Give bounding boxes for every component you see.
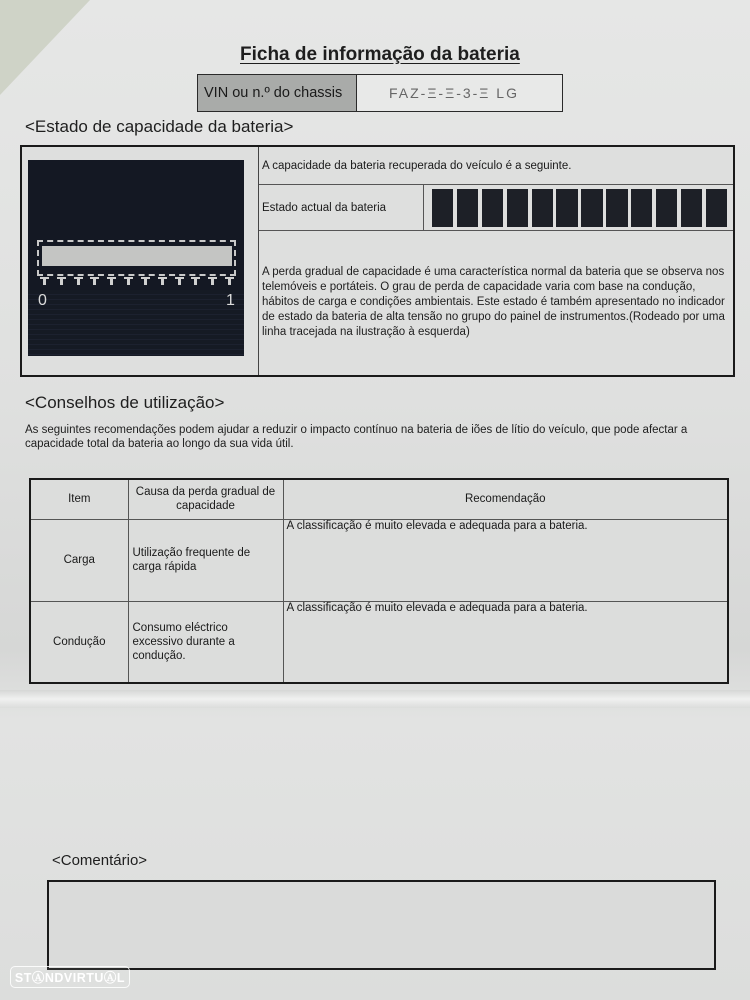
vin-label: VIN ou n.º do chassis bbox=[198, 75, 357, 111]
battery-state-label: Estado actual da bateria bbox=[259, 185, 424, 230]
vin-field bbox=[197, 74, 563, 112]
state-bar bbox=[706, 189, 727, 227]
gauge-max-label: 1 bbox=[226, 292, 235, 309]
paper-fold bbox=[0, 690, 750, 708]
row-cause: Utilização frequente de carga rápida bbox=[128, 519, 283, 601]
gauge-illustration-cell bbox=[22, 147, 259, 375]
table-header-row bbox=[30, 479, 728, 519]
gauge-ticks bbox=[40, 277, 234, 285]
header-cause: Causa da perda gradual de capacidade bbox=[128, 479, 283, 519]
state-bar bbox=[606, 189, 627, 227]
state-bar bbox=[681, 189, 702, 227]
state-bar bbox=[581, 189, 602, 227]
gauge-min-label: 0 bbox=[38, 292, 47, 309]
battery-gauge-illustration bbox=[28, 160, 244, 356]
comment-section-heading: <Comentário> bbox=[52, 852, 148, 869]
state-bar bbox=[656, 189, 677, 227]
state-bar bbox=[457, 189, 478, 227]
capacity-panel bbox=[20, 145, 735, 377]
gauge-capacity-bar bbox=[42, 246, 232, 266]
standvirtual-watermark-logo: STⒶNDVIRTUⒶL bbox=[10, 966, 130, 988]
advice-table bbox=[29, 478, 729, 684]
header-recommendation: Recomendação bbox=[283, 479, 728, 519]
row-recommendation: A classificação é muito elevada e adequada para a bateria. bbox=[283, 519, 728, 601]
capacity-section-heading: <Estado de capacidade da bateria> bbox=[25, 117, 294, 136]
state-bar bbox=[482, 189, 503, 227]
battery-state-bars bbox=[424, 185, 733, 230]
document-title: Ficha de informação da bateria bbox=[240, 44, 520, 65]
table-row bbox=[30, 601, 728, 683]
row-recommendation: A classificação é muito elevada e adequada para a bateria. bbox=[283, 601, 728, 683]
advice-intro: As seguintes recomendações podem ajudar a reduzir o impacto contínuo na bateria de iões de lítio do veículo, que pode afectar a capacidade total da bateria ao longo da sua vida útil. bbox=[25, 424, 688, 450]
row-cause: Consumo eléctrico excessivo durante a condução. bbox=[128, 601, 283, 683]
header-item: Item bbox=[30, 479, 128, 519]
capacity-explanation: A perda gradual de capacidade é uma característica normal da bateria que se observa nos telemóveis e portáteis. O grau de perda de capacidade varia com base na condução, hábitos de carga e condições ambientais. Este estado é também apresentado no indicador de estado da bateria de alta tensão no grupo do painel de instrumentos.(Rodeado por uma linha tracejada na ilustração à esquerda) bbox=[262, 266, 725, 338]
table-row bbox=[30, 519, 728, 601]
row-item: Carga bbox=[30, 519, 128, 601]
state-bar bbox=[507, 189, 528, 227]
state-bar bbox=[532, 189, 553, 227]
state-bar bbox=[631, 189, 652, 227]
comment-box bbox=[47, 880, 716, 970]
state-bar bbox=[556, 189, 577, 227]
vin-value: FAZ-Ξ-Ξ-3-Ξ LG bbox=[357, 75, 562, 111]
row-item: Condução bbox=[30, 601, 128, 683]
battery-state-row bbox=[259, 185, 733, 231]
recovered-capacity-text: A capacidade da bateria recuperada do veículo é a seguinte. bbox=[259, 147, 733, 185]
state-bar bbox=[432, 189, 453, 227]
advice-section-heading: <Conselhos de utilização> bbox=[25, 393, 225, 412]
capacity-info-cell bbox=[259, 147, 733, 375]
